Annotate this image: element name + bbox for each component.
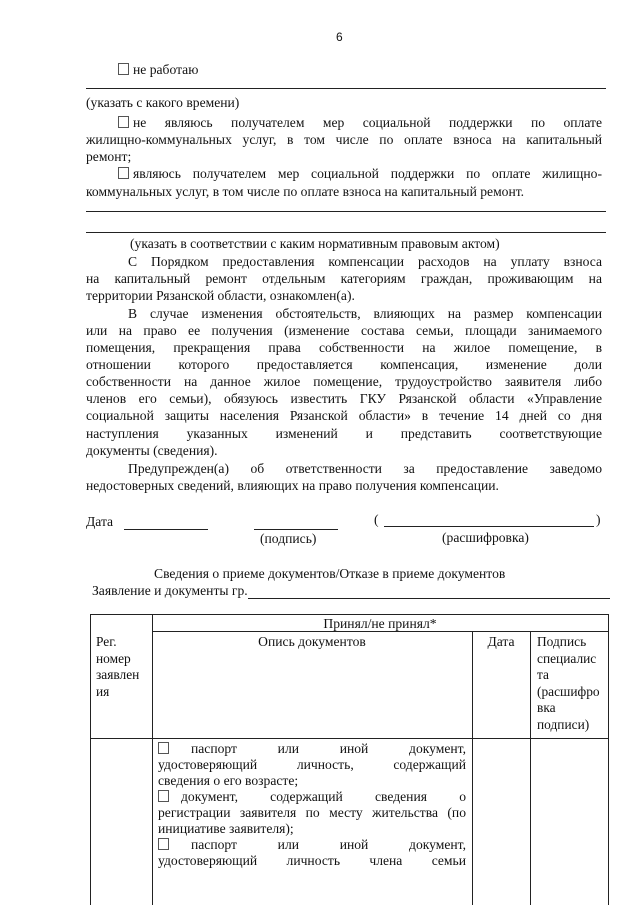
table-border-right (608, 614, 609, 905)
reception-heading: Сведения о приеме документов/Отказе в приеме документов (154, 566, 506, 581)
paren-close: ) (596, 512, 601, 527)
checkbox-icon[interactable] (158, 790, 169, 802)
p2-line: наступления указанных изменений и представить соответствующие (86, 426, 602, 441)
p1-line: С Порядком предоставления компенсации расходов на уплату взноса (128, 254, 602, 269)
page-number: 6 (336, 30, 343, 44)
header-signature-line: подписи) (537, 716, 590, 732)
header-reg-line: заявлен (96, 667, 140, 682)
signature-caption: (подпись) (260, 531, 317, 546)
document-item-text: документ, содержащий сведения о (181, 789, 466, 804)
p2-line: помещения, прекращения права собственности на жилое помещение, в (86, 340, 602, 355)
p2-line: документы (сведения). (86, 443, 218, 458)
document-item-line: регистрации заявителя по месту жительства (по (158, 805, 466, 820)
header-reg-line: Рег. (96, 634, 117, 649)
header-signature-line: вка (537, 700, 556, 715)
document-item-text: паспорт или иной документ, (191, 741, 466, 756)
checkbox-icon[interactable] (118, 116, 129, 128)
header-signature (537, 634, 607, 733)
option-not-recipient-line-3: ремонт; (86, 149, 132, 164)
header-reg-line: ия (96, 683, 110, 699)
header-signature-line: (расшифро (537, 683, 600, 699)
decoding-field[interactable] (384, 526, 594, 527)
header-accepted: Принял/не принял* (323, 616, 437, 631)
header-date: Дата (487, 634, 515, 649)
p2-line: членов его семьи), обязуюсь известить ГКУ Рязанской области «Управление (86, 391, 602, 406)
checkbox-icon[interactable] (158, 742, 169, 754)
document-item-line: удостоверяющий личность члена семьи (158, 853, 466, 868)
table-col-divider (152, 614, 153, 905)
table-col-divider (472, 631, 473, 905)
p2-line: или на право ее получения (изменение состава семьи, площади занимаемого (86, 323, 602, 338)
decoding-caption: (расшифровка) (442, 530, 529, 545)
header-signature-line: та (537, 667, 549, 682)
p2-line: отношении которого предоставляется компенсация, изменение доли (86, 357, 602, 372)
p2-line: социальной защиты населения Рязанской области» в течение 14 дней со дня (86, 408, 602, 423)
option-not-recipient-line-2: жилищно-коммунальных услуг, в том числе по оплате взноса на капитальный (86, 132, 602, 147)
option-recipient-line-2: коммунальных услуг, в том числе по оплате взноса на капитальный ремонт. (86, 184, 525, 199)
p2-line: собственности на данное жилое помещение, трудоустройство заявителя либо (86, 374, 602, 389)
table-col-divider (530, 631, 531, 905)
paren-open: ( (374, 512, 379, 527)
applicant-name-field[interactable] (248, 598, 610, 599)
p2-line: В случае изменения обстоятельств, влияющих на размер компенсации (128, 306, 602, 321)
checkbox-icon[interactable] (158, 838, 169, 850)
legal-act-line-2[interactable] (86, 232, 606, 233)
document-item-line: инициативе заявителя); (158, 821, 294, 836)
header-reg-number (96, 634, 150, 700)
document-item-line: сведения о его возрасте; (158, 773, 299, 788)
option-not-recipient[interactable] (118, 115, 602, 131)
since-when-caption: (указать с какого времени) (86, 95, 240, 110)
document-item-line: удостоверяющий личность, содержащий (158, 757, 466, 772)
statement-line-label: Заявление и документы гр. (92, 583, 248, 598)
p1-line: на капитальный ремонт отдельным категориям граждан, проживающим на (86, 271, 602, 286)
legal-act-caption: (указать в соответствии с каким нормативным правовым актом) (130, 236, 500, 251)
date-field[interactable] (124, 529, 208, 530)
checkbox-icon[interactable] (118, 167, 129, 179)
option-recipient-label: являюсь получателем мер социальной поддержки по оплате жилищно- (133, 166, 602, 181)
header-inventory: Опись документов (258, 634, 366, 649)
option-not-working-label: не работаю (133, 62, 199, 77)
option-recipient[interactable] (118, 166, 602, 182)
p3-line: Предупрежден(а) об ответственности за предоставление заведомо (128, 461, 602, 476)
date-label: Дата (86, 514, 114, 529)
legal-act-line-1[interactable] (86, 211, 606, 212)
table-border-top (90, 614, 608, 615)
document-item-line (158, 789, 466, 805)
table-border-left (90, 614, 91, 905)
header-reg-line: номер (96, 650, 131, 666)
header-signature-line: Подпись (537, 634, 587, 649)
option-not-recipient-label: не являюсь получателем мер социальной поддержки по оплате (133, 115, 602, 130)
signature-field[interactable] (254, 529, 338, 530)
document-item-text: паспорт или иной документ, (191, 837, 466, 852)
since-when-line[interactable] (86, 88, 606, 89)
checkbox-icon[interactable] (118, 63, 129, 75)
document-item-line (158, 837, 466, 853)
header-signature-line: специалис (537, 650, 597, 666)
document-item-line (158, 741, 466, 757)
p1-line: территории Рязанской области, ознакомлен(а). (86, 288, 355, 303)
option-not-working[interactable] (118, 62, 198, 78)
p3-line: недостоверных сведений, влияющих на право получения компенсации. (86, 478, 499, 493)
